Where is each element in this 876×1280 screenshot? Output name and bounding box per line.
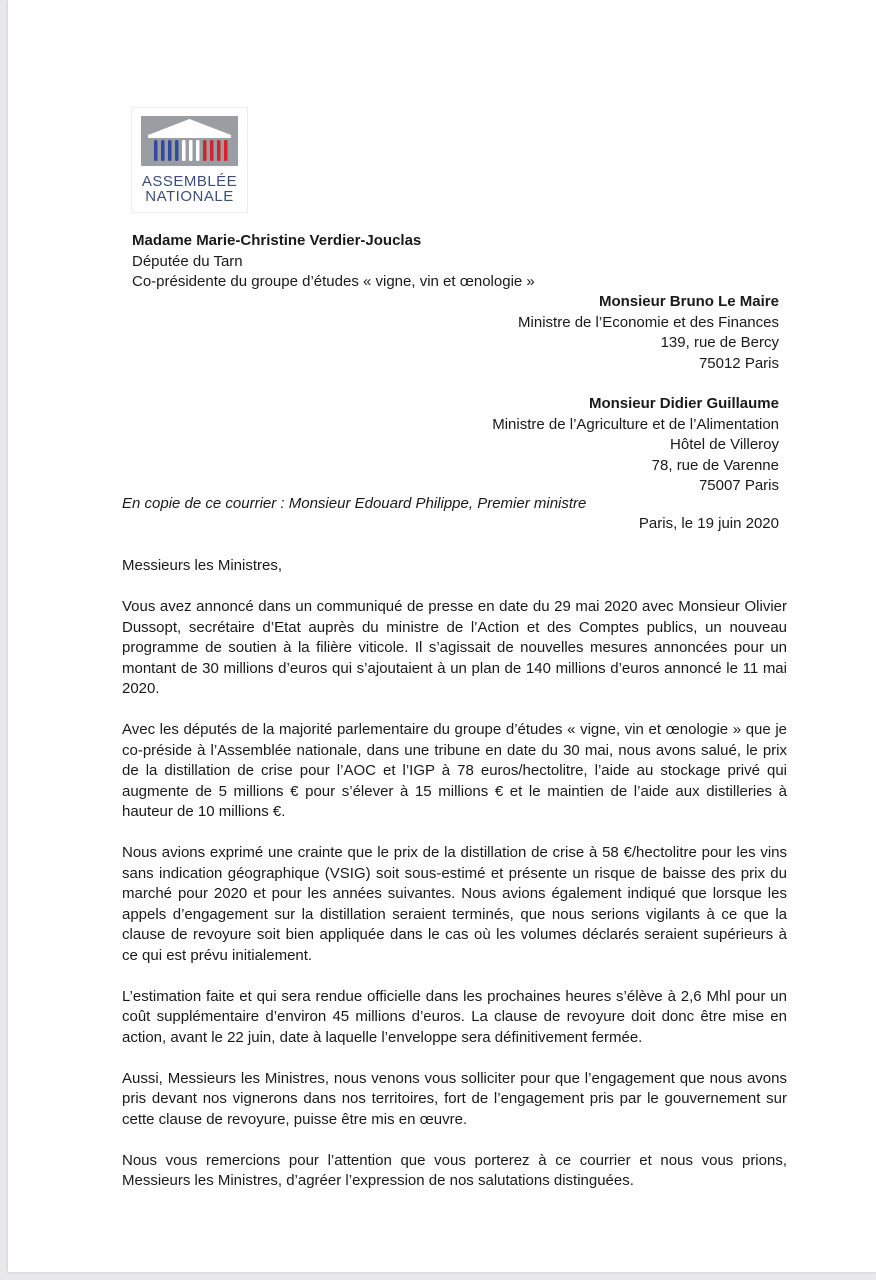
logo-line-1: ASSEMBLÉE [141,173,238,190]
date-line: Paris, le 19 juin 2020 [638,515,779,532]
body-paragraph: Aussi, Messieurs les Ministres, nous venons vous solliciter pour que l’engagement que nous avons pris devant nos vignerons dans nos territoires, fort de l’engagement pris par le gouvernement sur cette clause de revoyure, puisse être mis en œuvre. [122,1069,787,1128]
body-paragraph: Avec les députés de la majorité parlementaire du groupe d’études « vigne, vin et œnologie » que je co-préside à l’Assemblée nationale, dans une tribune en date du 30 mai, nous avons salué, le prix de la distillation de crise pour l’AOC et l’IGP à 78 euros/hectolitre, l’aide au stockage privé qui augmente de 5 millions € pour s’élever à 15 millions € et le maintien de l’aide aux distilleries à hauteur de 10 millions €. [122,721,787,820]
recipient-line: 78, rue de Varenne [651,456,779,474]
recipient-line: Hôtel de Villeroy [670,436,779,453]
assemblee-nationale-logo [131,107,248,213]
sender-role: Co-présidente du groupe d’études « vigne, vin et œnologie » [132,273,535,290]
sender-block [132,231,535,293]
recipient-line: Ministre de l’Economie et des Finances [518,313,779,331]
hemicycle-emblem-icon [132,108,247,170]
body-paragraph: Vous avez annoncé dans un communiqué de presse en date du 29 mai 2020 avec Monsieur Olivier Dussopt, secrétaire d’Etat auprès du ministre de l’Action et des Comptes publics, un nouveau programme de soutien à la filière viticole. Il s’agissait de nouvelles mesures annoncées pour un montant de 30 millions d’euros qui s’ajoutaient à un plan de 140 millions d’euros annoncé le 11 mai 2020. [122,598,787,697]
recipient-line: Ministre de l’Agriculture et de l’Alimentation [492,415,779,433]
copy-line: En copie de ce courrier : Monsieur Edouard Philippe, Premier ministre [122,495,587,512]
recipient-block [492,394,779,497]
logo-line-2: NATIONALE [145,188,234,205]
recipient-line: 75007 Paris [698,477,779,494]
body-paragraph: L’estimation faite et qui sera rendue officielle dans les prochaines heures s’élève à 2,6 Mhl pour un coût supplémentaire d’environ 45 millions d’euros. La clause de revoyure doit donc être mise en action, avant le 22 juin, date à laquelle l’enveloppe sera définitivement fermée. [122,987,787,1046]
recipient-line: 139, rue de Bercy [660,334,779,351]
recipient-name: Monsieur Bruno Le Maire [598,293,779,310]
body-paragraph: Nous avions exprimé une crainte que le prix de la distillation de crise à 58 €/hectolitre pour les vins sans indication géographique (VSIG) soit sous-estimé et présente un risque de baisse des prix du marché pour 2020 et pour les années suivantes. Nous avions également indiqué que lorsque les appels d’engagement sur la distillation seraient terminés, que nous serions vigilants à ce que la clause de revoyure soit bien appliquée dans le cas où les volumes déclarés seraient supérieurs à ce qui est prévu initialement. [122,844,787,964]
body-paragraph: Nous vous remercions pour l’attention que vous porterez à ce courrier et nous vous prions, Messieurs les Ministres, d’agréer l’expression de nos salutations distinguées. [122,1151,787,1189]
letter-page [8,0,876,1272]
recipient-block [518,292,779,374]
sender-title: Députée du Tarn [132,252,243,270]
recipient-name: Monsieur Didier Guillaume [588,395,779,412]
sender-name: Madame Marie-Christine Verdier-Jouclas [132,232,422,249]
recipient-line: 75012 Paris [698,354,779,372]
letter-body [122,556,787,1192]
salutation: Messieurs les Ministres, [122,557,283,574]
